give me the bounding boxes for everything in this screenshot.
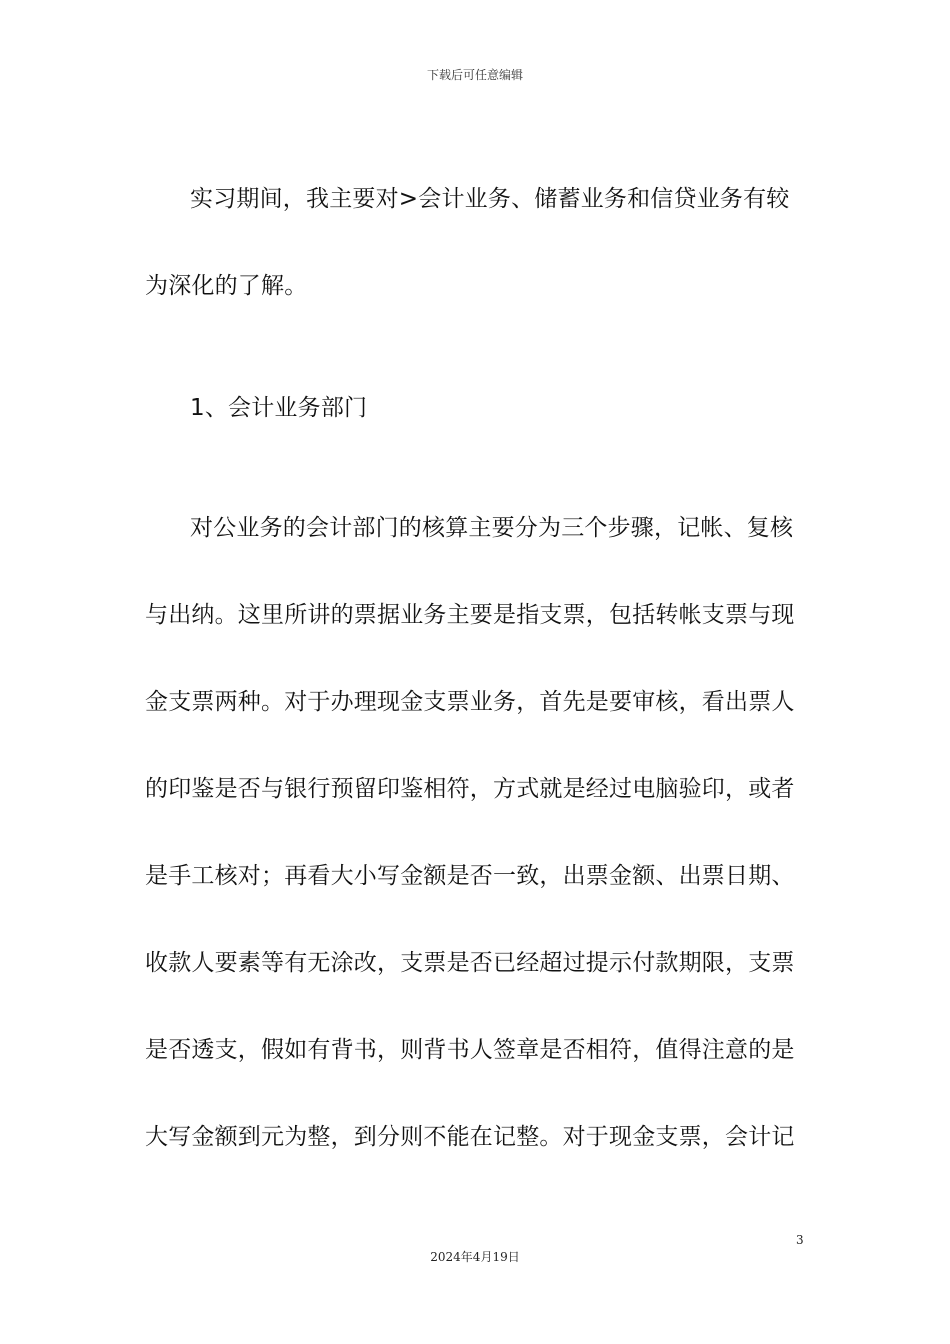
paragraph-line: 金支票两种。对于办理现金支票业务，首先是要审核，看出票人 — [145, 689, 795, 715]
paragraph-line: 实习期间，我主要对>会计业务、储蓄业务和信贷业务有较 — [190, 186, 790, 212]
paragraph-line: 是手工核对；再看大小写金额是否一致，出票金额、出票日期、 — [145, 863, 795, 889]
section-heading: 1、会计业务部门 — [190, 395, 368, 421]
paragraph-line: 与出纳。这里所讲的票据业务主要是指支票，包括转帐支票与现 — [145, 602, 795, 628]
paragraph-line: 是否透支，假如有背书，则背书人签章是否相符，值得注意的是 — [145, 1037, 795, 1063]
paragraph-line: 大写金额到元为整，到分则不能在记整。对于现金支票，会计记 — [145, 1124, 795, 1150]
paragraph-line: 对公业务的会计部门的核算主要分为三个步骤，记帐、复核 — [190, 515, 794, 541]
page-header: 下载后可任意编辑 — [426, 68, 523, 82]
paragraph-line: 为深化的了解。 — [145, 273, 308, 299]
page-number: 3 — [796, 1233, 804, 1247]
paragraph-line: 收款人要素等有无涂改，支票是否已经超过提示付款期限，支票 — [145, 950, 795, 976]
footer-date: 2024年4月19日 — [430, 1250, 520, 1264]
paragraph-line: 的印鉴是否与银行预留印鉴相符，方式就是经过电脑验印，或者 — [145, 776, 795, 802]
